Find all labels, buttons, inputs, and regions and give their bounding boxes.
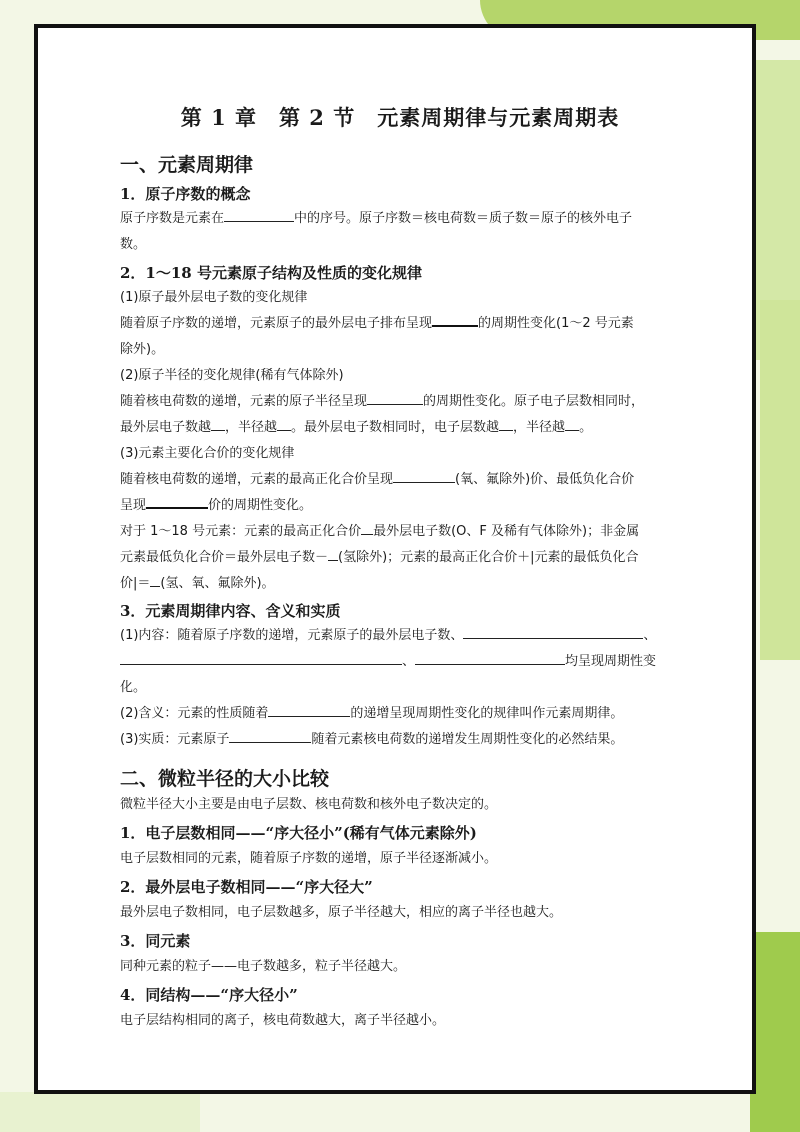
text: 价|＝: [120, 576, 151, 591]
fill-blank[interactable]: [393, 468, 455, 483]
paragraph-line: 除外)。: [120, 342, 165, 357]
fill-blank[interactable]: [328, 546, 338, 561]
section-heading: 二、微粒半径的大小比较: [120, 768, 330, 790]
subsection-heading: 2．1～18 号元素原子结构及性质的变化规律: [120, 264, 422, 282]
paragraph-line: [120, 415, 690, 441]
subsection-heading: 1．电子层数相同——“序大径小”(稀有气体元素除外): [120, 824, 477, 842]
fill-blank[interactable]: [224, 207, 294, 222]
subsection-heading: 3．元素周期律内容、含义和实质: [120, 602, 341, 620]
text: 随着原子序数的递增，元素原子的最外层电子排布呈现: [120, 316, 433, 331]
fill-blank[interactable]: [120, 650, 402, 665]
text: 随着核电荷数的递增，元素的最高正化合价呈现: [120, 472, 394, 487]
paragraph-line: [120, 467, 690, 493]
text: 均呈现周期性变: [565, 654, 657, 669]
text: 最外层电子数(O、F 及稀有气体除外)；非金属: [373, 524, 640, 539]
fill-blank[interactable]: [432, 311, 478, 327]
paragraph-line: [120, 389, 690, 415]
fill-blank[interactable]: [211, 416, 225, 431]
paragraph-line: 最外层电子数相同，电子层数越多，原子半径越大，相应的离子半径也越大。: [120, 905, 563, 920]
paragraph-line: 电子层数相同的元素，随着原子序数的递增，原子半径逐渐减小。: [120, 851, 498, 866]
text: (3)实质：元素原子: [120, 732, 230, 747]
text: (2)含义：元素的性质随着: [120, 706, 269, 721]
text: 最外层电子数越: [120, 420, 212, 435]
fill-blank[interactable]: [565, 416, 579, 431]
bg-decoration: [750, 932, 800, 1132]
text: 的周期性变化(1～2 号元素: [478, 316, 634, 331]
fill-blank[interactable]: [146, 493, 208, 509]
fill-blank[interactable]: [229, 728, 311, 743]
paragraph-line: [120, 206, 690, 232]
text: 、: [643, 628, 657, 643]
paragraph-line: 数。: [120, 237, 147, 252]
text: (1)内容：随着原子序数的递增，元素原子的最外层电子数、: [120, 628, 464, 643]
paragraph-line: [120, 649, 690, 675]
paragraph-line: [120, 623, 690, 649]
bg-decoration: [0, 1092, 200, 1132]
text: 的周期性变化。原子电子层数相同时，: [423, 394, 645, 409]
paragraph-line: [120, 493, 690, 519]
paragraph-line: [120, 311, 690, 337]
text: 原子序数是元素在: [120, 211, 225, 226]
paragraph-line: [120, 571, 690, 597]
paragraph-line: 同种元素的粒子——电子数越多，粒子半径越大。: [120, 959, 407, 974]
paragraph-line: 电子层结构相同的离子，核电荷数越大，离子半径越小。: [120, 1013, 446, 1028]
text: 元素最低负化合价＝最外层电子数－: [120, 550, 329, 565]
text: 、: [402, 654, 416, 669]
fill-blank[interactable]: [150, 572, 160, 587]
fill-blank[interactable]: [277, 416, 291, 431]
fill-blank[interactable]: [361, 520, 373, 535]
text: 对于 1～18 号元素：元素的最高正化合价: [120, 524, 362, 539]
section-heading: 一、元素周期律: [120, 154, 254, 176]
fill-blank[interactable]: [499, 416, 513, 431]
text: 。: [579, 420, 593, 435]
fill-blank[interactable]: [463, 624, 643, 639]
text: 的递增呈现周期性变化的规律叫作元素周期律。: [350, 706, 624, 721]
subsection-heading: 1．原子序数的概念: [120, 185, 251, 203]
text: (氧、氟除外)价、最低负化合价: [455, 472, 635, 487]
text: 呈现: [120, 498, 147, 513]
paragraph-line: [120, 545, 690, 571]
text: 价的周期性变化。: [208, 498, 313, 513]
paragraph-line: 化。: [120, 680, 147, 695]
text: 。最外层电子数相同时，电子层数越: [291, 420, 500, 435]
paragraph-line: 微粒半径大小主要是由电子层数、核电荷数和核外电子数决定的。: [120, 797, 498, 812]
text: (氢、氧、氟除外)。: [160, 576, 275, 591]
paragraph-line: (3)元素主要化合价的变化规律: [120, 446, 295, 461]
paragraph-line: [120, 701, 690, 727]
paragraph-line: (2)原子半径的变化规律(稀有气体除外): [120, 368, 344, 383]
text: (氢除外)；元素的最高正化合价＋|元素的最低负化合: [338, 550, 639, 565]
text: ，半径越: [225, 420, 278, 435]
subsection-heading: 2．最外层电子数相同——“序大径大”: [120, 878, 373, 896]
text: ，半径越: [513, 420, 566, 435]
subsection-heading: 3．同元素: [120, 932, 191, 950]
text: 中的序号。原子序数＝核电荷数＝质子数＝原子的核外电子: [294, 211, 633, 226]
fill-blank[interactable]: [268, 702, 350, 717]
paragraph-line: (1)原子最外层电子数的变化规律: [120, 290, 308, 305]
text: 随着核电荷数的递增，元素的原子半径呈现: [120, 394, 368, 409]
paragraph-line: [120, 727, 690, 753]
fill-blank[interactable]: [415, 650, 565, 665]
fill-blank[interactable]: [367, 390, 423, 405]
text: 随着元素核电荷数的递增发生周期性变化的必然结果。: [311, 732, 624, 747]
subsection-heading: 4．同结构——“序大径小”: [120, 986, 298, 1004]
paragraph-line: [120, 519, 690, 545]
bg-decoration: [760, 300, 800, 660]
page-title: 第 1 章 第 2 节 元素周期律与元素周期表: [180, 105, 620, 130]
